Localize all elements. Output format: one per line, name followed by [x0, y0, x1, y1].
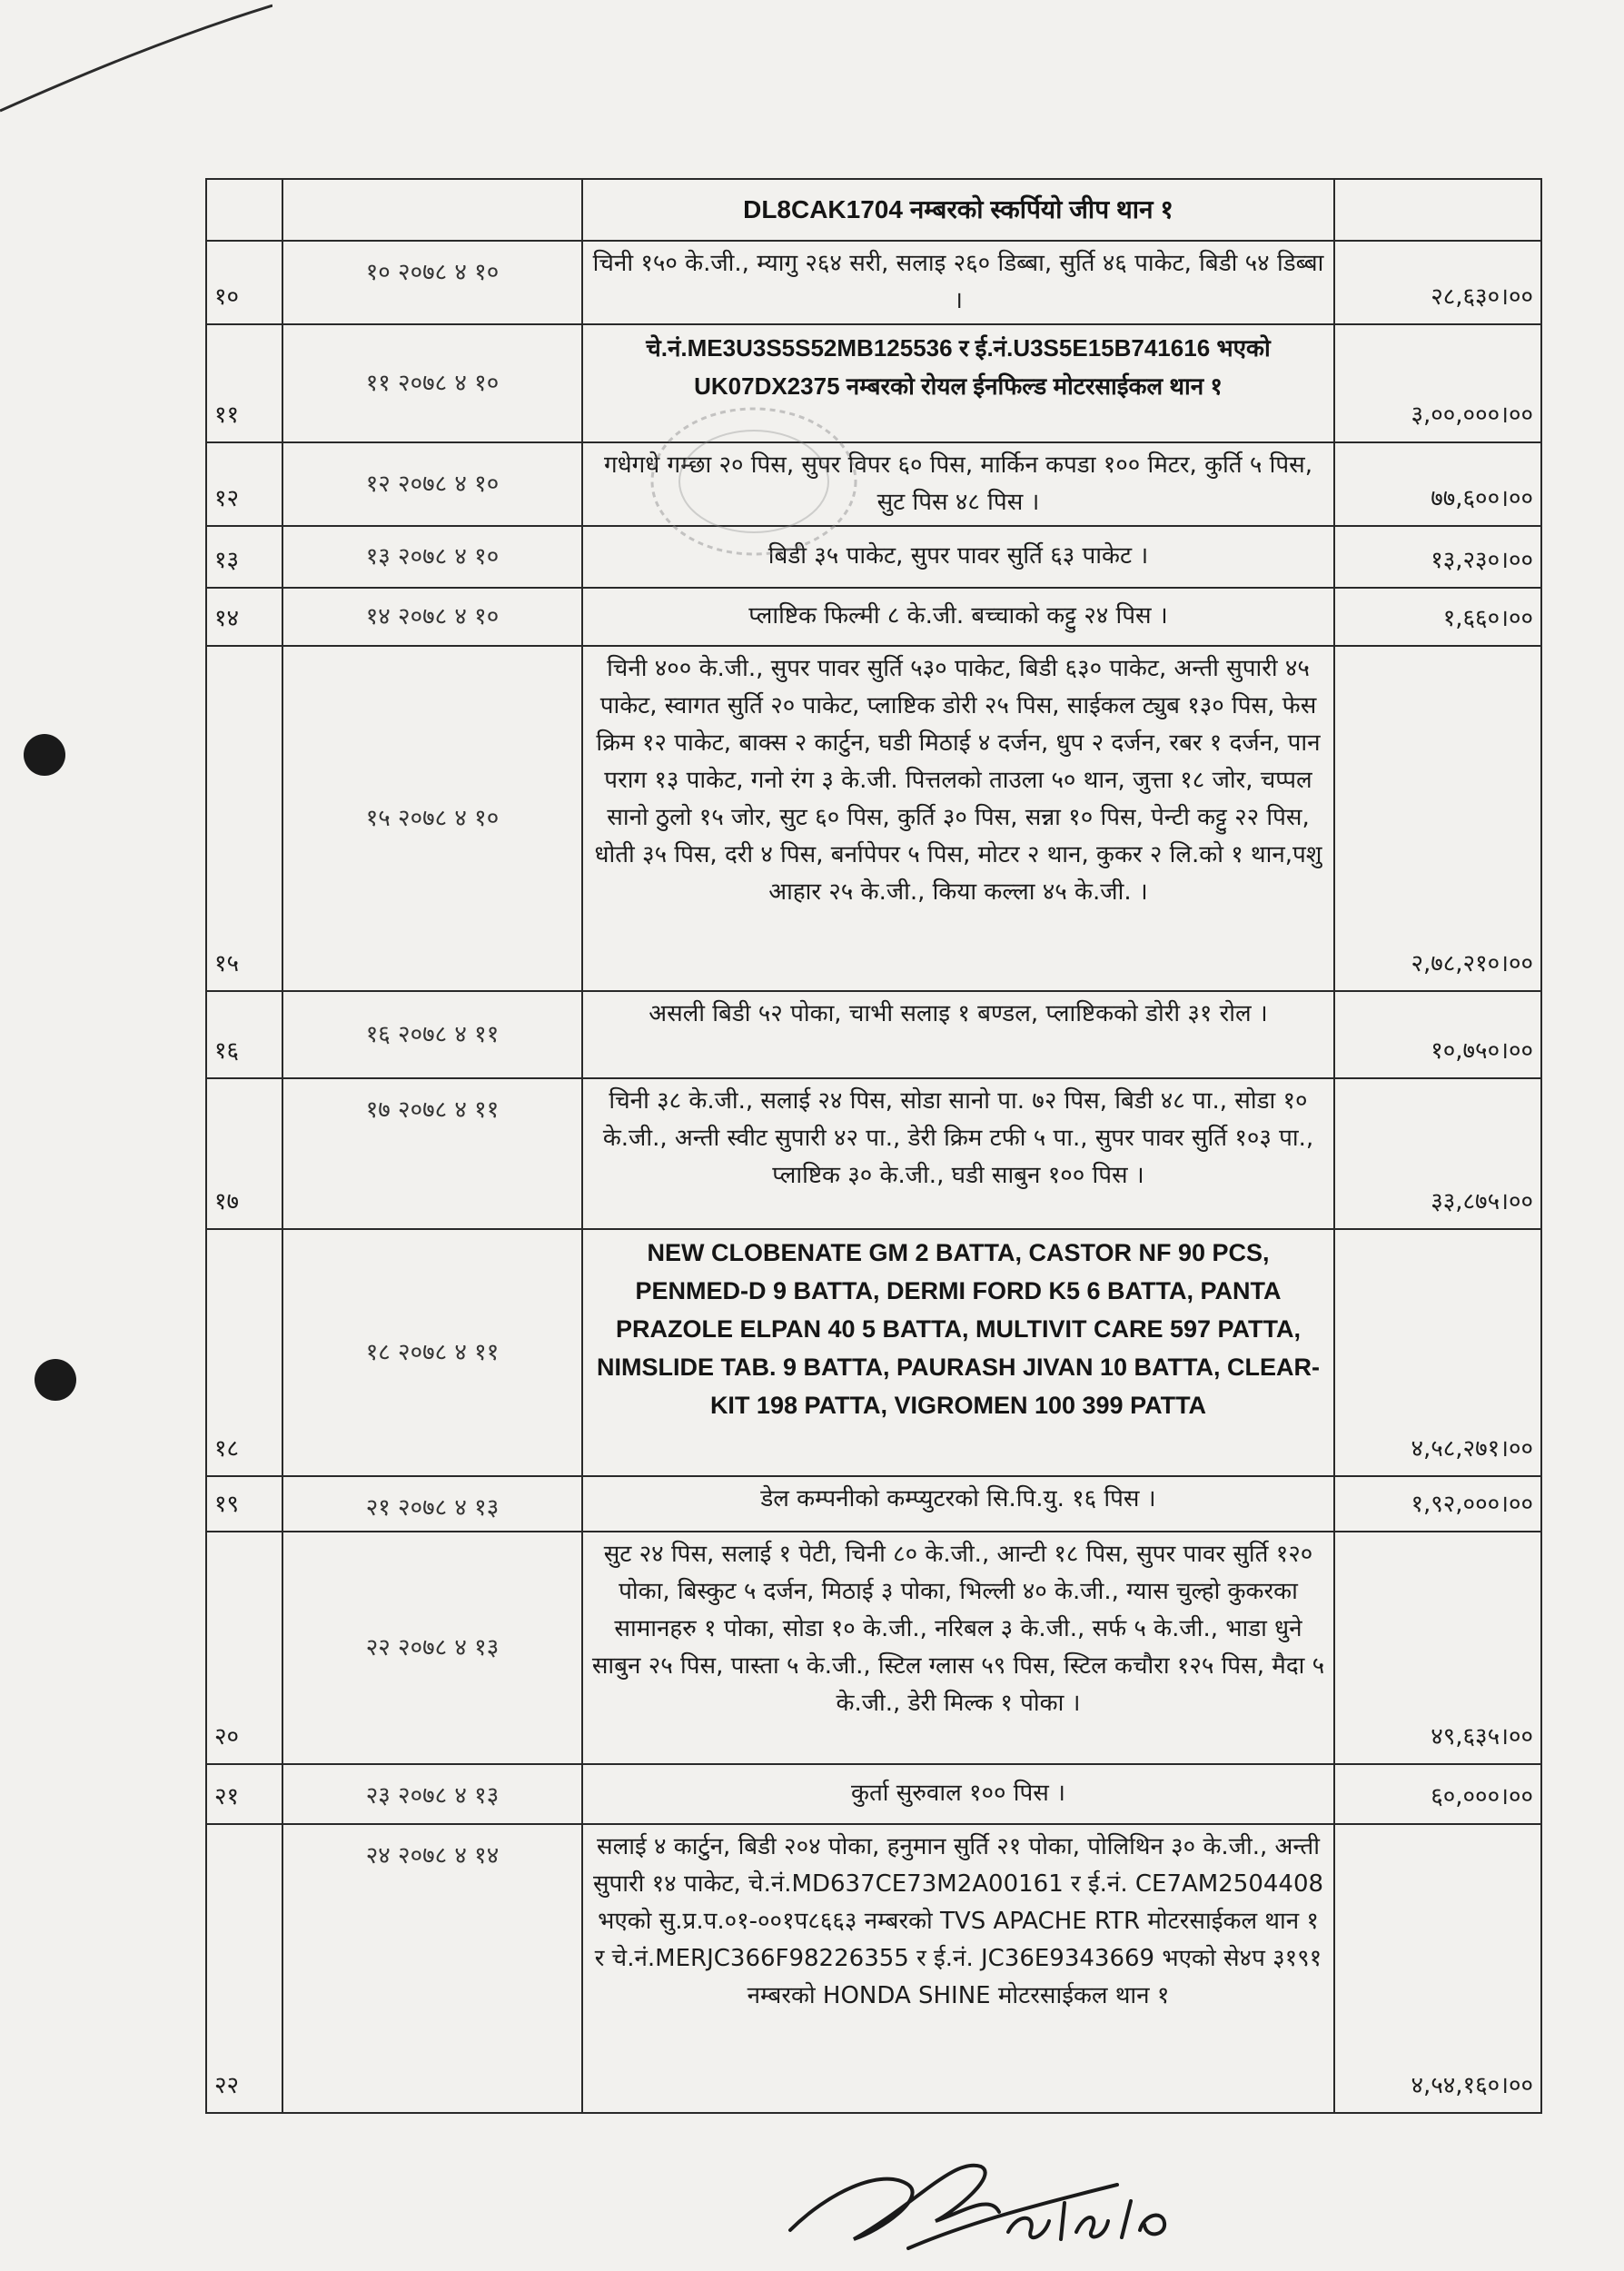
serial-number: १७	[206, 1078, 282, 1229]
reference-date: १६ २०७८ ४ ११	[282, 991, 582, 1078]
table-row	[206, 442, 1541, 526]
table-row	[206, 1532, 1541, 1764]
table-row	[206, 324, 1541, 442]
reference-date: १८ २०७८ ४ ११	[282, 1229, 582, 1476]
table-row	[206, 526, 1541, 588]
serial-number: २१	[206, 1764, 282, 1824]
serial-number	[206, 179, 282, 241]
table-row	[206, 1824, 1541, 2113]
item-description: बिडी ३५ पाकेट, सुपर पावर सुर्ति ६३ पाकेट ।	[582, 526, 1334, 588]
reference-date: १७ २०७८ ४ ११	[282, 1078, 582, 1229]
item-description: प्लाष्टिक फिल्मी ८ के.जी. बच्चाको कट्टु २४ पिस ।	[582, 588, 1334, 646]
item-amount: ४,५४,१६०।००	[1334, 1824, 1541, 2113]
item-description: सलाई ४ कार्टुन, बिडी २०४ पोका, हनुमान सुर्ति २१ पोका, पोलिथिन ३० के.जी., अन्ती सुपारी १४ पाकेट, चे.नं.MD637CE73M2A00161 र ई.नं. CE7AM2504408 भएको सु.प्र.प.०१-००१प८६६३ नम्बरको TVS APACHE RTR मोटरसाईकल थान १ र चे.नं.MERJC366F98226355 र ई.नं. JC36E9343669 भएको से४प ३१९१ नम्बरको HONDA SHINE मोटरसाईकल थान १	[582, 1824, 1334, 2113]
reference-date: ११ २०७८ ४ १०	[282, 324, 582, 442]
serial-number: २२	[206, 1824, 282, 2113]
table-row	[206, 179, 1541, 241]
item-amount: १३,२३०।००	[1334, 526, 1541, 588]
serial-number: १८	[206, 1229, 282, 1476]
item-description: NEW CLOBENATE GM 2 BATTA, CASTOR NF 90 PCS, PENMED-D 9 BATTA, DERMI FORD K5 6 BATTA, PANTA PRAZOLE ELPAN 40 5 BATTA, MULTIVIT CARE 597 PATTA, NIMSLIDE TAB. 9 BATTA, PAURASH JIVAN 10 BATTA, CLEAR-KIT 198 PATTA, VIGROMEN 100 399 PATTA	[582, 1229, 1334, 1476]
table-row	[206, 991, 1541, 1078]
reference-date: १५ २०७८ ४ १०	[282, 646, 582, 991]
punch-hole	[35, 1359, 76, 1401]
item-description: चिनी १५० के.जी., म्यागु २६४ सरी, सलाइ २६० डिब्बा, सुर्ति ४६ पाकेट, बिडी ५४ डिब्बा ।	[582, 241, 1334, 324]
item-description: चिनी ४०० के.जी., सुपर पावर सुर्ति ५३० पाकेट, बिडी ६३० पाकेट, अन्ती सुपारी ४५ पाकेट, स्वागत सुर्ति २० पाकेट, प्लाष्टिक डोरी २५ पिस, साईकल ट्युब १३० पिस, फेस क्रिम १२ पाकेट, बाक्स २ कार्टुन, घडी मिठाई ४ दर्जन, धुप २ दर्जन, रबर १ दर्जन, पान पराग १३ पाकेट, गनो रंग ३ के.जी. पित्तलको ताउला ५० थान, जुत्ता १८ जोर, चप्पल सानो ठुलो १५ जोर, सुट ६० पिस, कुर्ति ३० पिस, सन्ना १० पिस, पेन्टी कट्टु २२ पिस, धोती ३५ पिस, दरी ४ पिस, बर्नापेपर ५ पिस, मोटर २ थान, कुकर २ लि.को १ थान,पशु आहार २५ के.जी., किया कल्ला ४५ के.जी. ।	[582, 646, 1334, 991]
serial-number: १४	[206, 588, 282, 646]
item-description: डेल कम्पनीको कम्प्युटरको सि.पि.यु. १६ पिस ।	[582, 1476, 1334, 1532]
item-description: चे.नं.ME3U3S5S52MB125536 र ई.नं.U3S5E15B741616 भएको UK07DX2375 नम्बरको रोयल ईनफिल्ड मोटरसाईकल थान १	[582, 324, 1334, 442]
item-amount: १,६६०।००	[1334, 588, 1541, 646]
item-description: चिनी ३८ के.जी., सलाई २४ पिस, सोडा सानो पा. ७२ पिस, बिडी ४८ पा., सोडा १० के.जी., अन्ती स्वीट सुपारी ४२ पा., डेरी क्रिम टफी ५ पा., सुपर पावर सुर्ति १०३ पा., प्लाष्टिक ३० के.जी., घडी साबुन १०० पिस ।	[582, 1078, 1334, 1229]
item-amount: २,७८,२१०।००	[1334, 646, 1541, 991]
serial-number: १९	[206, 1476, 282, 1532]
scan-corner-line	[0, 0, 272, 127]
reference-date: २१ २०७८ ४ १३	[282, 1476, 582, 1532]
table-row	[206, 1476, 1541, 1532]
serial-number: १३	[206, 526, 282, 588]
handwritten-signature	[772, 2130, 1190, 2266]
reference-date: १४ २०७८ ४ १०	[282, 588, 582, 646]
item-description: गधेगधे गम्छा २० पिस, सुपर विपर ६० पिस, मार्किन कपडा १०० मिटर, कुर्ति ५ पिस, सुट पिस ४८ पिस ।	[582, 442, 1334, 526]
serial-number: १५	[206, 646, 282, 991]
item-description: असली बिडी ५२ पोका, चाभी सलाइ १ बण्डल, प्लाष्टिकको डोरी ३१ रोल ।	[582, 991, 1334, 1078]
item-description: कुर्ता सुरुवाल १०० पिस ।	[582, 1764, 1334, 1824]
item-amount: १०,७५०।००	[1334, 991, 1541, 1078]
item-amount: ४,५८,२७१।००	[1334, 1229, 1541, 1476]
table-row	[206, 588, 1541, 646]
table-row	[206, 1229, 1541, 1476]
serial-number: १६	[206, 991, 282, 1078]
item-description: DL8CAK1704 नम्बरको स्कर्पियो जीप थान १	[582, 179, 1334, 241]
reference-date: २३ २०७८ ४ १३	[282, 1764, 582, 1824]
serial-number: ११	[206, 324, 282, 442]
item-amount: ३,००,०००।००	[1334, 324, 1541, 442]
serial-number: १०	[206, 241, 282, 324]
seizure-table	[205, 178, 1542, 2114]
reference-date: १३ २०७८ ४ १०	[282, 526, 582, 588]
item-amount: २८,६३०।००	[1334, 241, 1541, 324]
item-amount: ४९,६३५।००	[1334, 1532, 1541, 1764]
punch-hole	[24, 734, 65, 776]
table-row	[206, 1764, 1541, 1824]
item-amount: १,९२,०००।००	[1334, 1476, 1541, 1532]
item-amount: ७७,६००।००	[1334, 442, 1541, 526]
item-amount: ६०,०००।००	[1334, 1764, 1541, 1824]
reference-date	[282, 179, 582, 241]
item-amount	[1334, 179, 1541, 241]
serial-number: १२	[206, 442, 282, 526]
serial-number: २०	[206, 1532, 282, 1764]
table-row	[206, 1078, 1541, 1229]
table-row	[206, 241, 1541, 324]
item-amount: ३३,८७५।००	[1334, 1078, 1541, 1229]
faint-stamp	[636, 391, 872, 572]
reference-date: १२ २०७८ ४ १०	[282, 442, 582, 526]
table-row	[206, 646, 1541, 991]
reference-date: १० २०७८ ४ १०	[282, 241, 582, 324]
reference-date: २२ २०७८ ४ १३	[282, 1532, 582, 1764]
reference-date: २४ २०७८ ४ १४	[282, 1824, 582, 2113]
item-description: सुट २४ पिस, सलाई १ पेटी, चिनी ८० के.जी., आन्टी १८ पिस, सुपर पावर सुर्ति १२० पोका, बिस्कुट ५ दर्जन, मिठाई ३ पोका, भिल्ली ४० के.जी., ग्यास चुल्हो कुकरका सामानहरु १ पोका, सोडा १० के.जी., नरिबल ३ के.जी., सर्फ ५ के.जी., भाडा धुने साबुन २५ पिस, पास्ता ५ के.जी., स्टिल ग्लास ५९ पिस, स्टिल कचौरा १२५ पिस, मैदा ५ के.जी., डेरी मिल्क १ पोका ।	[582, 1532, 1334, 1764]
